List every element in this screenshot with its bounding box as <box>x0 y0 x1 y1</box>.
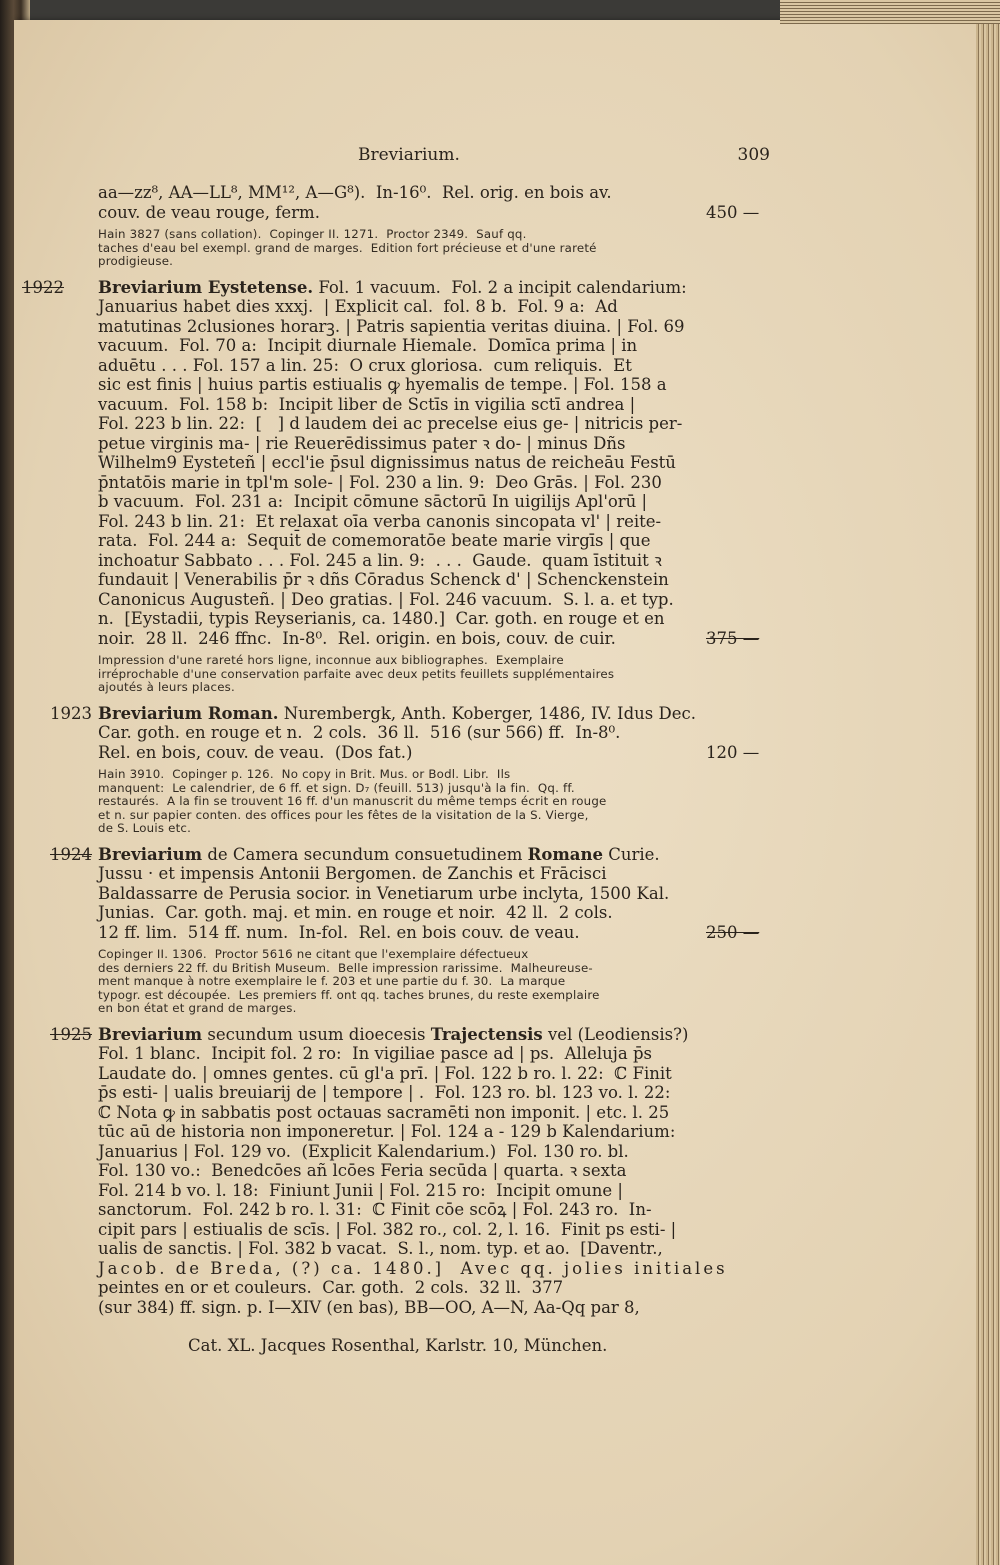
entry-line: Canonicus Augusteñ. | Deo gratias. | Fol. 246 vacuum. S. l. a. et typ. <box>98 589 674 609</box>
entry-note: restaurés. A la fin se trouvent 16 ff. d'un manuscrit du même temps écrit en rouge <box>98 794 607 808</box>
entry-note: ment manque à notre exemplaire le f. 203 et une partie du f. 30. La marque <box>98 974 566 988</box>
entry-note: irréprochable d'une conservation parfaite avec deux petits feuillets supplémentaires <box>98 666 615 681</box>
entry-note: des derniers 22 ff. du British Museum. Belle impression rarissime. Malheureuse- <box>98 960 593 975</box>
entry-1923 <box>50 704 790 836</box>
entry-line: peintes en or et couleurs. Car. goth. 2 cols. 32 ll. 377 <box>98 1278 564 1297</box>
entry-title: Breviarium <box>98 844 203 864</box>
entry-line: aduētu . . . Fol. 157 a lin. 25: O crux gloriosa. cum reliquis. Et <box>98 355 632 375</box>
price: 450 — <box>706 202 760 222</box>
entry-line: sic est finis | huius partis estiualis ꝙ hyemalis de tempe. | Fol. 158 a <box>98 375 667 394</box>
entry-continuation <box>50 183 790 269</box>
entry-line: Laudate do. | omnes gentes. cū gl'a prī. | Fol. 122 b ro. l. 22: ℂ Finit <box>98 1063 672 1083</box>
entry-line: Junias. Car. goth. maj. et min. en rouge et noir. 42 ll. 2 cols. <box>98 903 613 922</box>
lot-number: 1925 <box>50 1024 92 1044</box>
entry-note: Hain 3827 (sans collation). Copinger II. 1271. Proctor 2349. Sauf qq. <box>98 227 527 241</box>
entry-line: (sur 384) ff. sign. p. I—XIV (en bas), BB—OO, A—N, Aa-Qq par 8, <box>98 1297 640 1317</box>
entry-note: typogr. est découpée. Les premiers ff. ont qq. taches brunes, du reste exemplaire <box>98 987 600 1002</box>
entry-line: tūc aū de historia non imponeretur. | Fol. 124 a - 129 b Kalendarium: <box>98 1122 676 1141</box>
entry-note: prodigieuse. <box>98 254 174 268</box>
entry-line: ualis de sanctis. | Fol. 382 b vacat. S. l., nom. typ. et ao. [Daventr., <box>98 1239 663 1258</box>
entry-line: couv. de veau rouge, ferm. 450 — <box>98 202 760 222</box>
entry-line: Rel. en bois, couv. de veau. (Dos fat.) 120 — <box>98 742 760 762</box>
entry-line: ℂ Nota ꝙ in sabbatis post octauas sacramēti non imponit. | etc. l. 25 <box>98 1102 670 1122</box>
entry-note: en bon état et grand de marges. <box>98 1001 297 1015</box>
entry-line: inchoatur Sabbato . . . Fol. 245 a lin. 9: . . . Gaude. quam īstituit ꝛ <box>98 550 662 570</box>
lot-number: 1922 <box>22 277 64 297</box>
lot-number: 1924 <box>50 844 92 864</box>
entry-line: noir. 28 ll. 246 ffnc. In-8⁰. Rel. origin. en bois, couv. de cuir. 375 — <box>98 628 760 648</box>
entry-title: Breviarium Eystetense. <box>98 277 314 297</box>
entry-line: cipit pars | estiualis de scīs. | Fol. 382 ro., col. 2, l. 16. Finit ps esti- | <box>98 1219 677 1239</box>
entry-line: Jacob. de Breda, (?) ca. 1480.] Avec qq. jolies initiales <box>98 1258 728 1278</box>
entry-1925 <box>50 1025 790 1318</box>
entry-heading: 1924 Breviarium de Camera secundum consuetudinem Romane Curie. <box>50 844 660 864</box>
entry-note: et n. sur papier conten. des offices pour les fêtes de la visitation de la S. Vierge, <box>98 807 589 822</box>
entry-line: Fol. 243 b lin. 21: Et relaxat oīa verba canonis sincopata vl' | reite- <box>98 511 662 531</box>
catalogue-content <box>22 183 790 1317</box>
entry-line: p̄s esti- | ualis breuiarij de | tempore | . Fol. 123 ro. bl. 123 vo. l. 22: <box>98 1083 671 1102</box>
entry-note: manquent: Le calendrier, de 6 ff. et sign. D₇ (feuill. 513) jusqu'à la fin. Qq. ff. <box>98 780 575 795</box>
entry-note: taches d'eau bel exempl. grand de marges. Edition fort précieuse et d'une rareté <box>98 240 597 255</box>
entry-1922 <box>22 277 790 695</box>
page-number: 309 <box>737 145 770 165</box>
price: 120 — <box>706 742 760 762</box>
page-footer: Cat. XL. Jacques Rosenthal, Karlstr. 10, München. <box>188 1336 608 1355</box>
entry-note: ajoutés à leurs places. <box>98 680 235 694</box>
entry-line: Car. goth. en rouge et n. 2 cols. 36 ll. 516 (sur 566) ff. In-8⁰. <box>98 723 621 742</box>
entry-line: petue virginis ma- | rie Reuerēdissimus pater ꝛ do- | minus Dñs <box>98 433 626 453</box>
entry-line: Januarius | Fol. 129 vo. (Explicit Kalendarium.) Fol. 130 ro. bl. <box>98 1141 629 1161</box>
entry-note: Hain 3910. Copinger p. 126. No copy in Brit. Mus. or Bodl. Libr. Ils <box>98 767 511 781</box>
entry-heading: 1923 Breviarium Roman. Nurembergk, Anth. Koberger, 1486, IV. Idus Dec. <box>50 703 696 723</box>
entry-line: rata. Fol. 244 a: Sequit̄ de comemoratōe beate marie virgīs | que <box>98 531 651 550</box>
entry-title: Breviarium Roman. <box>98 703 279 723</box>
page-edges <box>976 0 1000 1565</box>
entry-1924 <box>50 845 790 1016</box>
entry-title: Breviarium <box>98 1024 203 1044</box>
entry-line: matutinas 2clusiones horarꝫ. | Patris sapientia veritas diuina. | Fol. 69 <box>98 316 685 336</box>
entry-line: Fol. 130 vo.: Benedcōes añ lcōes Feria secūda | quarta. ꝛ sexta <box>98 1161 627 1180</box>
entry-line: p̄ntatōis marie in tpl'm sole- | Fol. 230 a lin. 9: Deo Grās. | Fol. 230 <box>98 472 662 492</box>
entry-note: Impression d'une rareté hors ligne, inconnue aux bibliographes. Exemplaire <box>98 653 564 667</box>
entry-line: n. [Eystadii, typis Reyserianis, ca. 1480.] Car. goth. en rouge et en <box>98 609 665 628</box>
lot-number: 1923 <box>50 703 92 723</box>
entry-line: 12 ff. lim. 514 ff. num. In-fol. Rel. en bois couv. de veau. 250 — <box>98 922 760 942</box>
entry-line: vacuum. Fol. 70 a: Incipit diurnale Hiemale. Domīca prima | in <box>98 336 638 355</box>
running-title: Breviarium. <box>358 145 460 165</box>
page-edges-top <box>780 0 1000 24</box>
entry-note: de S. Louis etc. <box>98 821 192 835</box>
entry-line: vacuum. Fol. 158 b: Incipit liber de Sctīs in vigilia sctī andrea | <box>98 394 636 414</box>
entry-line: Wilhelm9 Eysteteñ | eccl'ie p̄sul dignissimus natus de reicheāu Festū <box>98 453 676 472</box>
price: 375 — <box>706 628 760 648</box>
entry-line: Baldassarre de Perusia socior. in Venetiarum urbe inclyta, 1500 Kal. <box>98 883 670 903</box>
entry-note: Copinger II. 1306. Proctor 5616 ne citant que l'exemplaire défectueux <box>98 947 529 961</box>
entry-line: b vacuum. Fol. 231 a: Incipit cōmune sāctorū In uigilijs Apl'orū | <box>98 492 648 511</box>
entry-line: sanctorum. Fol. 242 b ro. l. 31: ℂ Finit cōe scōꝝ | Fol. 243 ro. In- <box>98 1200 652 1219</box>
entry-line: Januarius habet dies xxxj. | Explicit cal. fol. 8 b. Fol. 9 a: Ad <box>98 297 618 316</box>
entry-heading: 1922 Breviarium Eystetense. Fol. 1 vacuum. Fol. 2 a incipit calendarium: <box>22 277 687 297</box>
price: 250 — <box>706 922 760 942</box>
page-header <box>90 145 770 167</box>
entry-line: Jussu · et impensis Antonii Bergomen. de Zanchis et Frācisci <box>98 864 607 883</box>
entry-line: Fol. 1 blanc. Incipit fol. 2 ro: In vigiliae pasce ad | ps. Alleluja p̄s <box>98 1044 652 1063</box>
entry-line: Fol. 223 b lin. 22: [ ] d laudem dei ac precelse eius ge- | nitricis per- <box>98 414 683 433</box>
entry-heading: 1925 Breviarium secundum usum dioecesis Trajectensis vel (Leodiensis?) <box>50 1024 689 1044</box>
entry-line: Fol. 214 b vo. l. 18: Finiunt Junii | Fol. 215 ro: Incipit omune | <box>98 1180 623 1200</box>
entry-line: fundauit | Venerabilis p̄r ꝛ dñs Cōradus Schenck d' | Schenckenstein <box>98 570 669 589</box>
entry-line: aa—zz⁸, AA—LL⁸, MM¹², A—G⁸). In-16⁰. Rel. orig. en bois av. <box>98 183 612 202</box>
